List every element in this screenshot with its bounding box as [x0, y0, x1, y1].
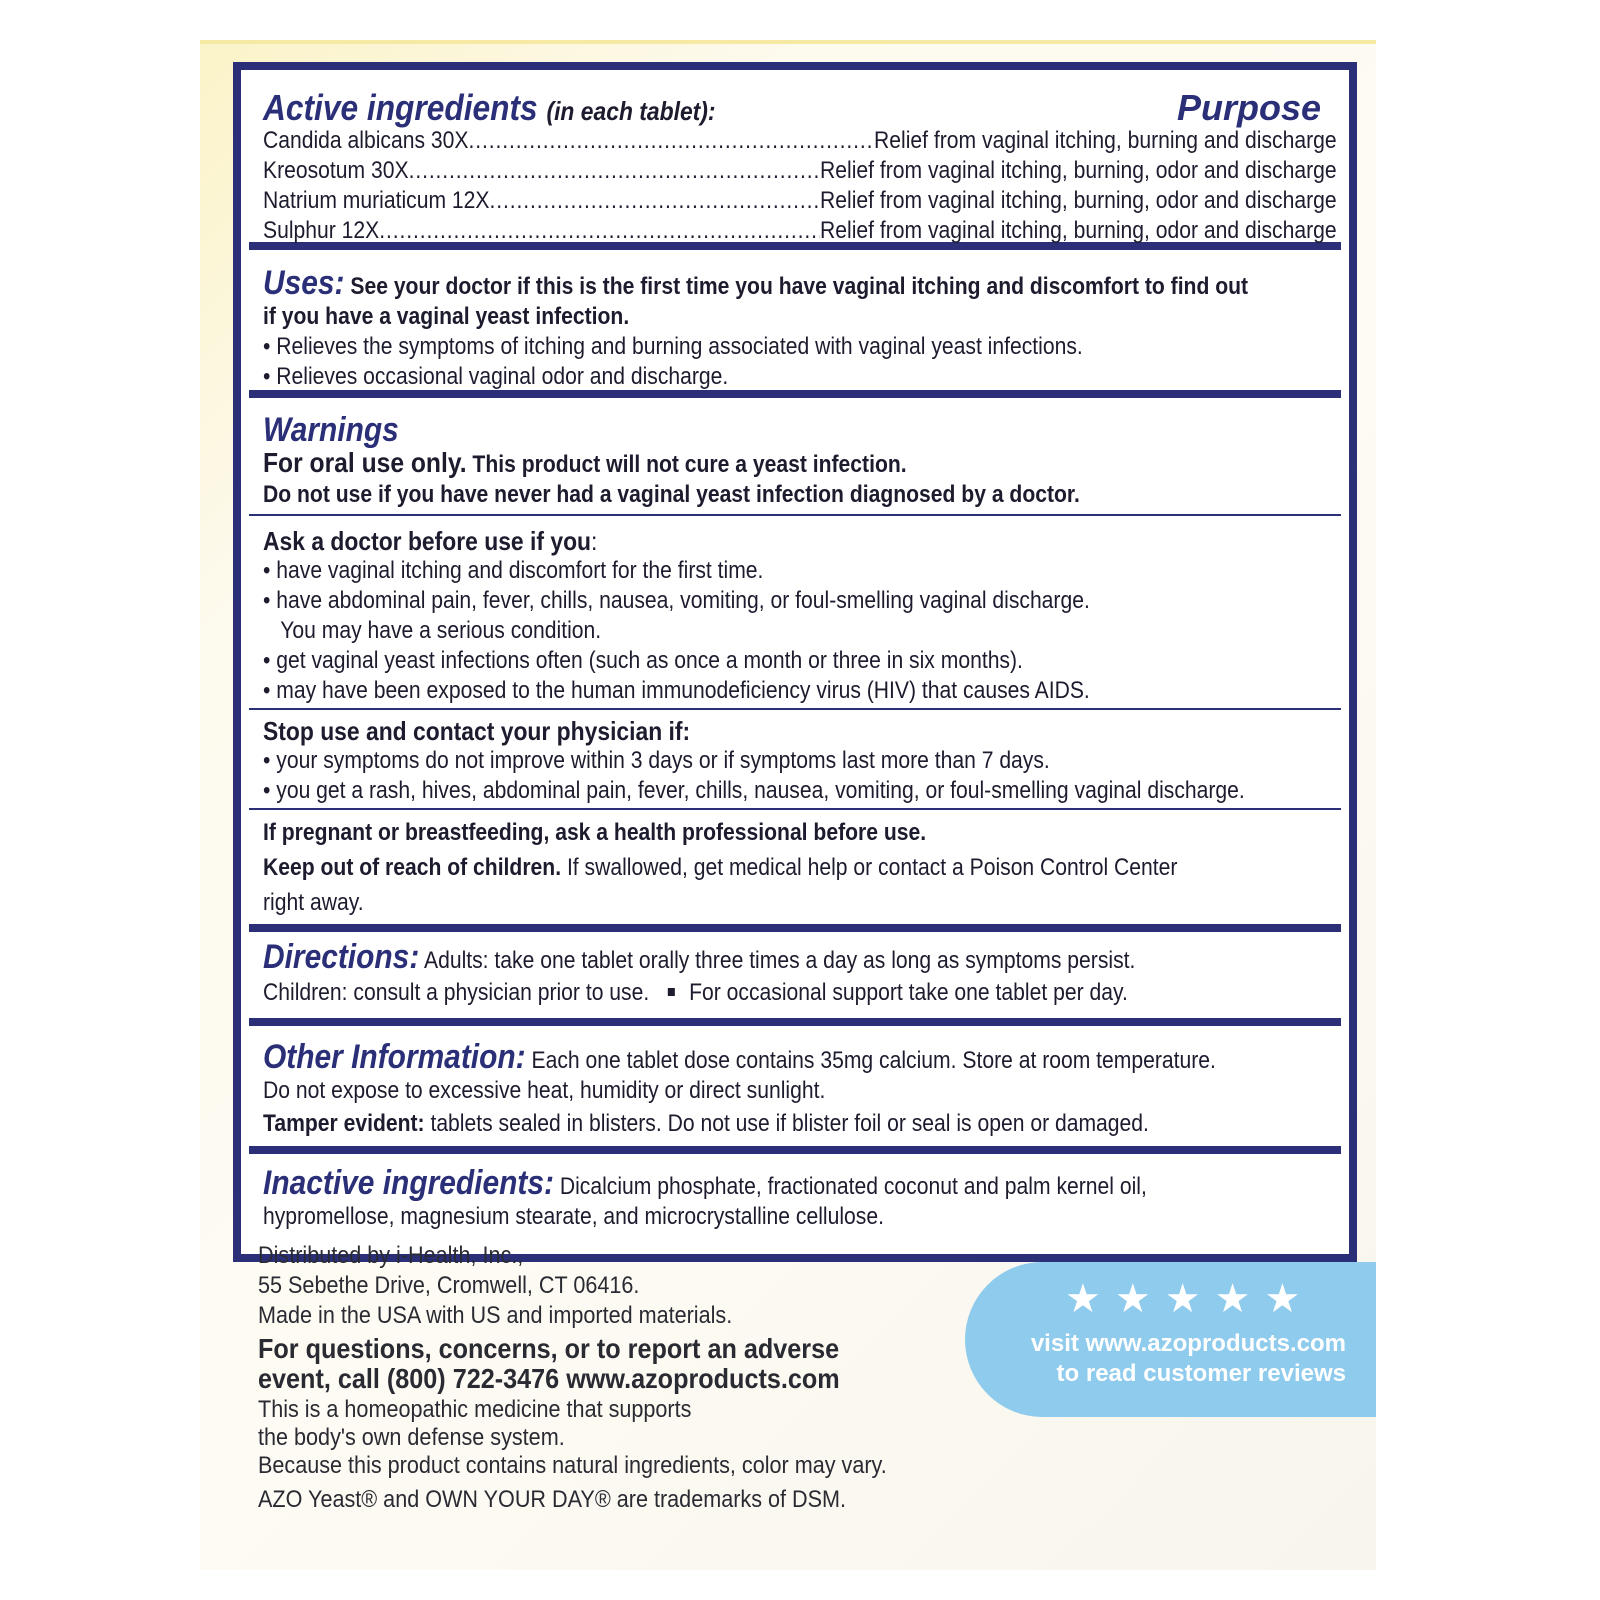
homeopathic-line-1: This is a homeopathic medicine that supports	[258, 1396, 692, 1423]
keep-out-line	[263, 850, 1199, 886]
other-info-section	[249, 1026, 1341, 1154]
directions-line-1	[263, 938, 1199, 976]
oral-use-rest: This product will not cure a yeast infection.	[472, 451, 907, 478]
list-item: • Relieves occasional vaginal odor and discharge.	[263, 363, 729, 390]
stop-use-heading: Stop use and contact your physician if:	[263, 716, 691, 746]
drug-facts-panel	[233, 62, 1357, 1262]
warnings-heading: Warnings	[263, 411, 399, 449]
oral-use-line	[263, 448, 1199, 480]
active-heading-group	[263, 87, 716, 129]
keep-out-rest: If swallowed, get medical help or contact a Poison Control Center	[566, 854, 1178, 881]
directions-adults: Adults: take one tablet orally three times a day as long as symptoms persist.	[423, 947, 1136, 974]
ask-doctor-heading-line	[263, 526, 1199, 556]
list-item: • get vaginal yeast infections often (such as once a month or three in six months).	[263, 647, 1023, 674]
reviews-line-1: visit www.azoproducts.com	[1030, 1330, 1346, 1357]
ask-doctor-section	[249, 516, 1341, 710]
inactive-ingredients-section	[249, 1154, 1341, 1254]
list-item: You may have a serious condition.	[263, 617, 602, 644]
oral-use-bold: For oral use only.	[263, 447, 467, 478]
reviews-line-2: to read customer reviews	[1056, 1360, 1346, 1387]
keep-out-rest-2: right away.	[263, 889, 364, 916]
active-ingredients-section	[249, 78, 1341, 250]
tamper-rest: tablets sealed in blisters. Do not use if blister foil or seal is open or damaged.	[430, 1110, 1149, 1137]
inactive-line-1	[263, 1164, 1199, 1202]
warnings-section	[249, 398, 1341, 516]
inactive-list-1: Dicalcium phosphate, fractionated coconut and palm kernel oil,	[559, 1173, 1147, 1200]
list-item: • your symptoms do not improve within 3 days or if symptoms last more than 7 days.	[263, 747, 1050, 774]
homeopathic-line-2: the body's own defense system.	[258, 1424, 565, 1451]
list-item: • you get a rash, hives, abdominal pain, fever, chills, nausea, vomiting, or foul-smelling vaginal discharge.	[263, 777, 1245, 804]
five-star-icon: ★★★★★	[1065, 1277, 1315, 1321]
distributor-line-2: 55 Sebethe Drive, Cromwell, CT 06416.	[258, 1272, 640, 1299]
list-item: • have abdominal pain, fever, chills, nausea, vomiting, or foul-smelling vaginal discharge.	[263, 587, 1090, 614]
color-vary-line: Because this product contains natural ingredients, color may vary.	[258, 1452, 887, 1479]
active-row: Candida albicans 30X ..... Relief from vaginal itching, burning and discharge	[263, 126, 1337, 156]
list-item: • may have been exposed to the human immunodeficiency virus (HIV) that causes AIDS.	[263, 677, 1090, 704]
tamper-bold: Tamper evident:	[263, 1110, 425, 1137]
pregnancy-section	[249, 810, 1341, 932]
uses-heading: Uses:	[263, 264, 345, 302]
active-row: Natrium muriaticum 12X ..... Relief from vaginal itching, burning, odor and discharge	[263, 186, 1337, 216]
other-info-line-1	[263, 1038, 1216, 1076]
active-heading-sub: (in each tablet):	[546, 96, 716, 126]
directions-heading: Directions:	[263, 938, 420, 976]
ask-doctor-colon: :	[591, 526, 598, 556]
ask-doctor-heading: Ask a doctor before use if you	[263, 526, 592, 556]
list-item: • have vaginal itching and discomfort for the first time.	[263, 557, 764, 584]
pregnancy-line: If pregnant or breastfeeding, ask a health professional before use.	[263, 819, 927, 846]
other-info-dose: Each one tablet dose contains 35mg calcium. Store at room temperature.	[531, 1047, 1216, 1074]
uses-lead-line	[263, 264, 1249, 302]
active-row: Sulphur 12X ..... Relief from vaginal itching, burning, odor and discharge	[263, 216, 1337, 246]
do-not-use-line: Do not use if you have never had a vaginal yeast infection diagnosed by a doctor.	[263, 481, 1080, 508]
list-item: • Relieves the symptoms of itching and burning associated with vaginal yeast infections.	[263, 333, 1083, 360]
directions-children: Children: consult a physician prior to use.	[263, 979, 650, 1006]
uses-lead-2: if you have a vaginal yeast infection.	[263, 303, 630, 330]
questions-line-2: event, call (800) 722-3476 www.azoproducts.com	[258, 1363, 840, 1394]
active-heading: Active ingredients	[263, 87, 538, 128]
directions-occasional: For occasional support take one tablet per day.	[689, 979, 1128, 1006]
active-header	[263, 87, 1327, 128]
inactive-heading: Inactive ingredients:	[263, 1164, 554, 1202]
distributor-line-1: Distributed by i-Health, Inc.,	[258, 1242, 524, 1269]
made-in-line: Made in the USA with US and imported materials.	[258, 1302, 733, 1329]
other-info-heading: Other Information:	[263, 1038, 526, 1076]
square-bullet-icon	[667, 988, 674, 996]
directions-line-2	[263, 976, 1199, 1010]
directions-section	[249, 932, 1341, 1026]
reviews-badge[interactable]	[965, 1262, 1376, 1417]
active-row: Kreosotum 30X ..... Relief from vaginal itching, burning, odor and discharge	[263, 156, 1337, 186]
questions-line-1: For questions, concerns, or to report an adverse	[258, 1333, 840, 1364]
inactive-list-2: hypromellose, magnesium stearate, and microcrystalline cellulose.	[263, 1203, 884, 1230]
trademark-line: AZO Yeast® and OWN YOUR DAY® are trademarks of DSM.	[258, 1486, 847, 1513]
uses-section	[249, 250, 1341, 398]
tamper-line	[263, 1106, 1199, 1142]
uses-lead-1: See your doctor if this is the first time you have vaginal itching and discomfort to find out	[350, 273, 1249, 300]
other-info-line-2: Do not expose to excessive heat, humidity or direct sunlight.	[263, 1077, 826, 1104]
purpose-heading: Purpose	[1176, 87, 1321, 128]
keep-out-bold: Keep out of reach of children.	[263, 854, 562, 881]
stop-use-section	[249, 710, 1341, 810]
